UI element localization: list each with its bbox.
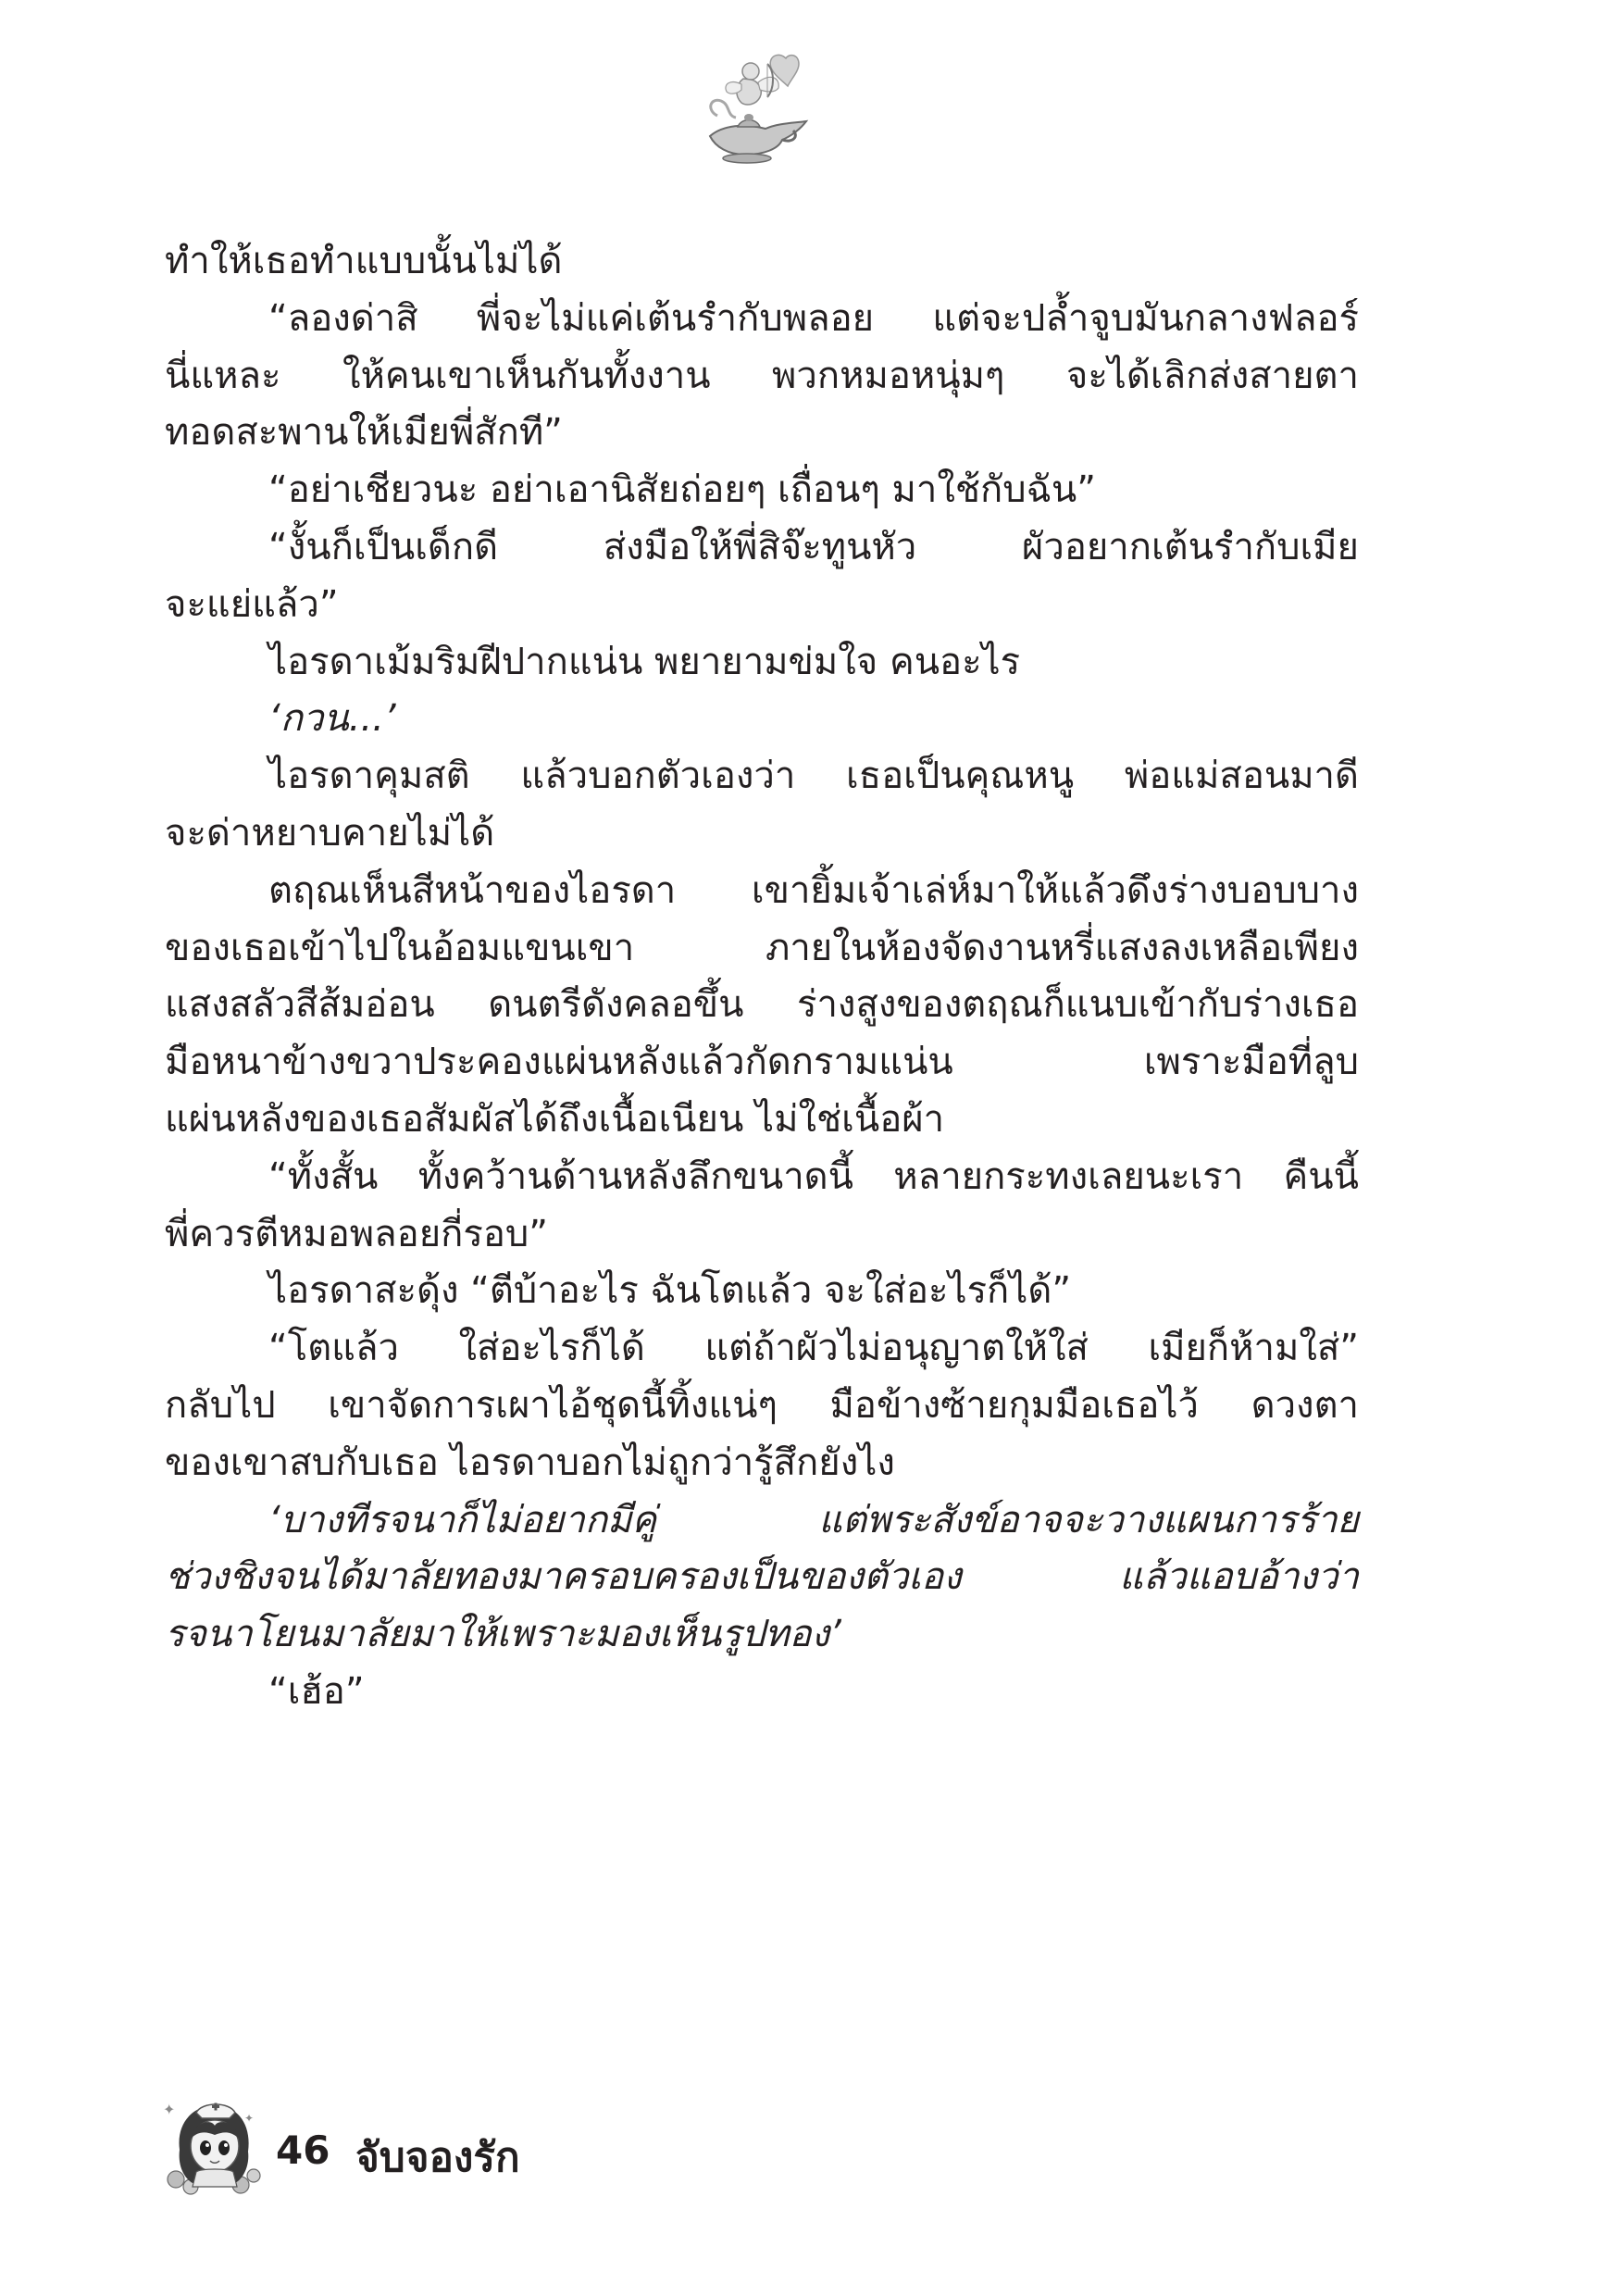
text-line: กลับไป เขาจัดการเผาไอ้ชุดนี้ทิ้งแน่ๆ มือข้างซ้ายกุมมือเธอไว้ ดวงตา [165,1383,1359,1427]
text-line: จะด่าหยาบคายไม่ได้ [165,811,495,855]
text-line: “โตแล้ว ใส่อะไรก็ได้ แต่ถ้าผัวไม่อนุญาตให้ใส่ เมียก็ห้ามใส่” [268,1327,1359,1370]
text-line: พี่ควรตีหมอพลอยกี่รอบ” [165,1212,548,1255]
text-line: แผ่นหลังของเธอสัมผัสได้ถึงเนื้อเนียน ไม่ใช่เนื้อผ้า [165,1097,945,1141]
text-line: ตฤณเห็นสีหน้าของไอรดา เขายิ้มเจ้าเล่ห์มาให้แล้วดึงร่างบอบบาง [268,868,1359,912]
text-line: ของเขาสบกับเธอ ไอรดาบอกไม่ถูกว่ารู้สึกยังไง [165,1441,895,1484]
text-line: “งั้นก็เป็นเด็กดี ส่งมือให้พี่สิจ๊ะทูนหัว ผัวอยากเต้นรำกับเมีย [268,525,1359,568]
text-line: ของเธอเข้าไปในอ้อมแขนเขา ภายในห้องจัดงานหรี่แสงลงเหลือเพียง [165,926,1359,969]
text-line: ทำให้เธอทำแบบนั้นไม่ได้ [165,240,563,282]
text-line: “ลองด่าสิ พี่จะไม่แค่เต้นรำกับพลอย แต่จะปล้ำจูบมันกลางฟลอร์ [268,296,1359,340]
text-line: ไอรดาสะดุ้ง “ตีบ้าอะไร ฉันโตแล้ว จะใส่อะไรก็ได้” [268,1269,1072,1313]
page-footer [159,2094,715,2196]
svg-text:✦: ✦ [244,2112,255,2125]
text-line: ช่วงชิงจนได้มาลัยทองมาครอบครองเป็นของตัวเอง แล้วแอบอ้างว่า [165,1555,1359,1599]
text-line: ‘กวน...’ [268,697,396,741]
text-line: ทอดสะพานให้เมียพี่สักที” [165,411,563,455]
text-line: แสงสลัวสีส้มอ่อน ดนตรีดังคลอขึ้น ร่างสูงของตฤณก็แนบเข้ากับร่างเธอ [165,983,1359,1027]
body-text [165,233,1359,1721]
text-line: “ทั้งสั้น ทั้งคว้านด้านหลังลึกขนาดนี้ หลายกระทงเลยนะเรา คืนนี้ [268,1154,1359,1198]
svg-text:✦: ✦ [163,2101,176,2118]
text-line: “อย่าเชียวนะ อย่าเอานิสัยถ่อยๆ เถื่อนๆ มาใช้กับฉัน” [268,468,1096,512]
nurse-girl-avatar-icon [159,2094,266,2196]
genie-lamp-with-cupid-icon [690,51,819,171]
text-line: รจนาโยนมาลัยมาให้เพราะมองเห็นรูปทอง’ [165,1613,841,1656]
page-number: 46 [276,2128,330,2173]
text-line: ‘บางทีรจนาก็ไม่อยากมีคู่ แต่พระสังข์อาจจะวางแผนการร้าย [268,1498,1359,1541]
text-line: ไอรดาคุมสติ แล้วบอกตัวเองว่า เธอเป็นคุณหนู พ่อแม่สอนมาดี [268,755,1359,798]
book-title: จับจองรัก [355,2134,520,2181]
text-line: จะแย่แล้ว” [165,582,339,626]
text-line: ไอรดาเม้มริมฝีปากแน่น พยายามข่มใจ คนอะไร [268,640,1021,683]
text-line: มือหนาข้างขวาประคองแผ่นหลังแล้วกัดกรามแน่น เพราะมือที่ลูบ [165,1041,1359,1084]
text-line: นี่แหละ ให้คนเขาเห็นกันทั้งงาน พวกหมอหนุ่มๆ จะได้เลิกส่งสายตา [165,354,1359,397]
text-line: “เฮ้อ” [268,1669,365,1713]
